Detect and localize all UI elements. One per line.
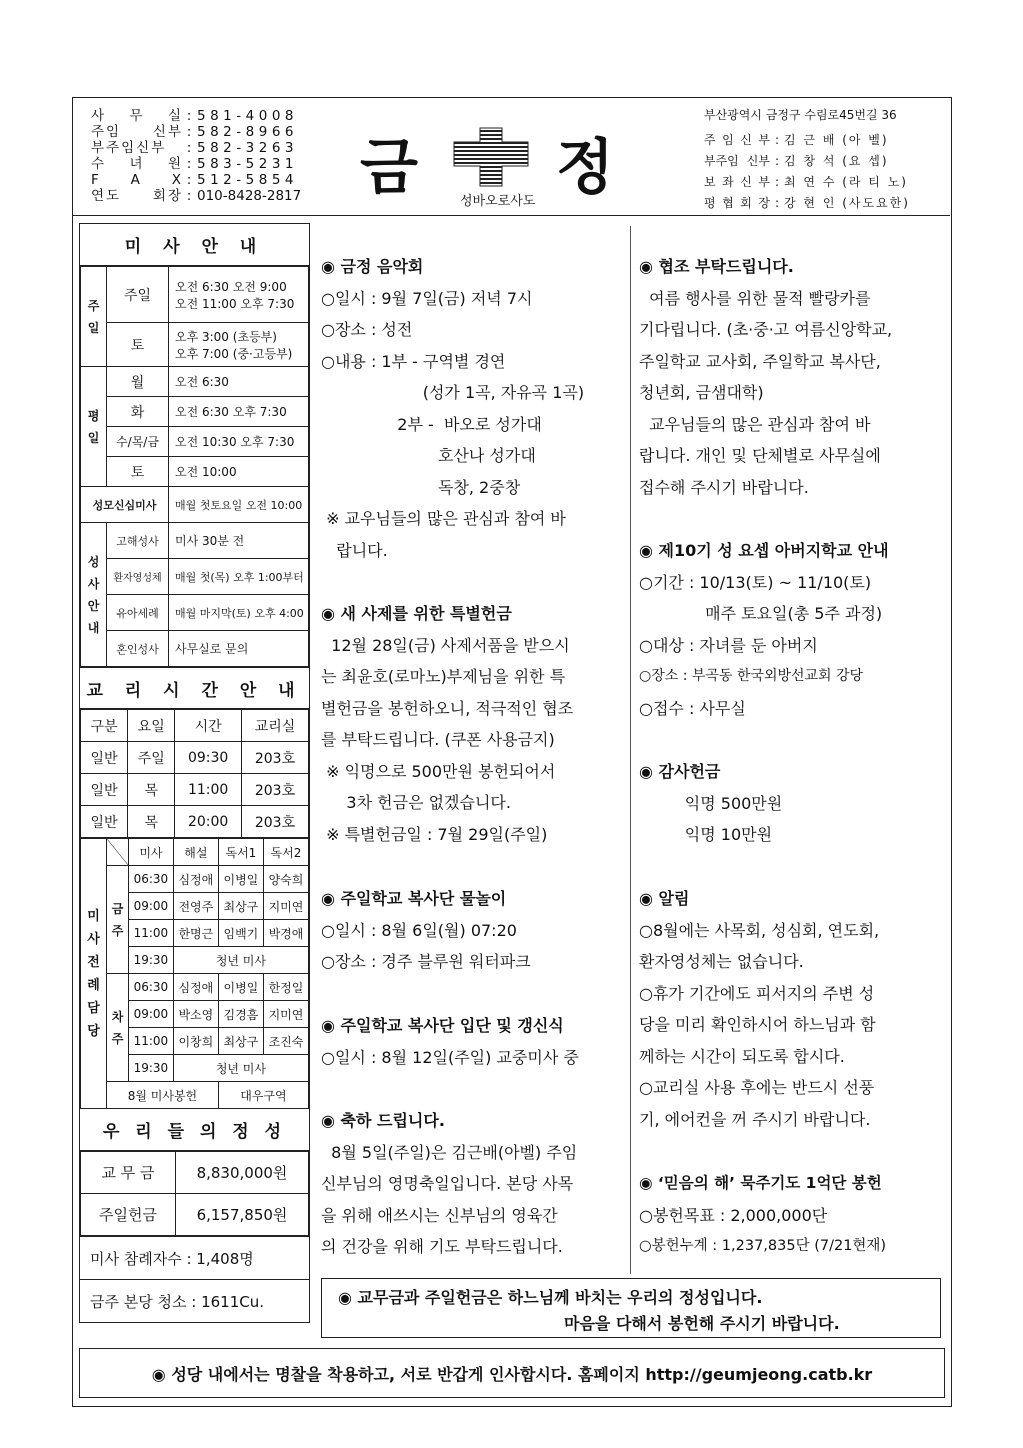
- contact-row: 연도 회장 : 010-8428-2817: [91, 188, 302, 204]
- parish-subtitle: 성바오로사도: [460, 194, 536, 209]
- table-row: 교 무 금 8,830,000원: [81, 1152, 309, 1194]
- sick-communion-time: 매월 첫(목) 오후 1:00부터: [169, 559, 309, 595]
- cross-logo-icon: [452, 126, 530, 188]
- mass-schedule-title: 미 사 안 내: [80, 224, 309, 266]
- contact-row: 부주임신부 : 582-3263: [91, 140, 298, 156]
- contact-list: [91, 108, 301, 204]
- monday-label: 월: [107, 367, 169, 397]
- article-rosary: ◉ ‘믿음의 해’ 묵주기도 1억단 봉헌 ○봉헌목표 : 2,000,000단 ○봉헌누계 : 1,237,835단 (7/21현재): [639, 1174, 887, 1254]
- article-fathers-school: ◉ 제10기 성 요셉 아버지학교 안내 ○기간 : 10/13(토) ~ 11/10(토) 매주 토요일(총 5주 과정) ○대상 : 자녀를 둔 아버지 ○장소 : 부곡동 한국외방선교회 강당 ○접수 : 사무실: [639, 541, 889, 718]
- bulletin-title: [360, 120, 640, 209]
- article-cooperation: ◉ 협조 부탁드립니다. 여름 행사를 위한 물적 빨랑카를 기다립니다. (초·중·고 여름신앙학교, 주일학교 교사회, 주일학교 복사단, 청년회, 금샘대학) 교우님들의 많은 관심과 참여 바 랍니다. 개인 및 단체별로 사무실에 접수해 주시기 바랍니다.: [639, 257, 893, 497]
- contact-row: 사 무 실 : 581-4008: [91, 108, 298, 124]
- column-divider: [630, 226, 631, 1274]
- article-thanks-offering: ◉ 감사헌금 익명 500만원 익명 10만원: [639, 762, 783, 844]
- offering-title: 우 리 들 의 정 성: [80, 1109, 309, 1151]
- parish-address: 부산광역시 금정구 수림로45번길 36: [704, 108, 897, 122]
- infant-baptism-time: 매월 마지막(토) 오후 4:00: [169, 595, 309, 631]
- clergy-list: [704, 130, 910, 214]
- bulletin-page: [72, 97, 952, 1407]
- confession-label: 고해성사: [107, 523, 169, 559]
- article-concert: ◉ 금정 음악회 ○일시 : 9월 7일(금) 저녁 7시 ○장소 : 성전 ○내용 : 1부 - 구역별 경연 (성가 1곡, 자유곡 1곡) 2부 - 바오로 성가대 호산나 성가대 독창, 2중창 ※ 교우님들의 많은 관심과 참여 바 랍니다.: [321, 257, 585, 560]
- table-row: 일반 목 11:00 203호: [81, 774, 309, 806]
- table-row: 11:00 한명근 임백기 박경애: [81, 920, 309, 947]
- duty-group-label: 미 사 전 례 담 당: [81, 839, 107, 1109]
- article-notice: ◉ 알림 ○8월에는 사목회, 성심회, 연도회, 환자영성체는 없습니다. ○휴가 기간에도 피서지의 주변 성 당을 미리 확인하시어 하느님과 함 께하는 시간이 되도록 합시다. ○교리실 사용 후에는 반드시 선풍 기, 에어컨을 꺼 주시기 바랍니다.: [639, 889, 880, 1129]
- tuesday-time: 오전 6:30 오후 7:30: [169, 397, 309, 427]
- sick-communion-label: 환자영성체: [107, 559, 169, 595]
- offering-table: [80, 1151, 309, 1236]
- contact-row: F A X : 512-5854: [91, 172, 298, 188]
- table-row: 11:00 이창희 최상구 조진숙: [81, 1028, 309, 1055]
- clergy-row: 주 임 신 부 : 김 근 배 (아 벨): [704, 133, 889, 147]
- catechism-table: 구분 요일 시간 교리실 일반 주일 09:30 203호 일반 목 11:00 203호 일반 목 20:00 203호: [80, 709, 309, 838]
- table-row: 19:30 청년 미사: [81, 1055, 309, 1082]
- liturgy-duty-table: 미 사 전 례 담 당 미사 해설 독서1 독서2 금주 06:30 심정애 이병일 양숙희 09:00 전영주 최상구 지미연 11:00 한명근 임백기 박경애 19:30 청년 미사 차주 06:30 심정애 이병일 한정일 09:00 박소영 김경흠 지미연 11:00 이창희 최상구 조진숙 19:30 청년 미사 8월 미사봉헌 대우구역: [80, 838, 309, 1109]
- article-water-park: ◉ 주일학교 복사단 물놀이 ○일시 : 8월 6일(월) 07:20 ○장소 : 경주 블루원 워터파크: [321, 889, 531, 971]
- table-row: 09:00 전영주 최상구 지미연: [81, 893, 309, 920]
- contact-row: 주임 신부 : 582-8966: [91, 124, 298, 140]
- sunday-times: 오전 6:30 오전 9:00 오전 11:00 오후 7:30: [169, 267, 309, 323]
- table-row: 주일헌금 6,157,850원: [81, 1194, 309, 1236]
- article-altar-server-ceremony: ◉ 주일학교 복사단 입단 및 갱신식 ○일시 : 8월 12일(주일) 교중미사 중: [321, 1016, 579, 1067]
- left-sidebar: [79, 223, 310, 1323]
- sunday-label: 주일: [107, 267, 169, 323]
- saturday-label: 토: [107, 323, 169, 367]
- offering-notice-box: ◉ 교무금과 주일헌금은 하느님께 바치는 우리의 정성입니다. 마음을 다해서 봉헌해 주시기 바랍니다.: [321, 1278, 941, 1338]
- marriage-label: 혼인성사: [107, 631, 169, 667]
- table-row: 8월 미사봉헌 대우구역: [81, 1082, 309, 1109]
- saturday-times: 오후 3:00 (초등부) 오후 7:00 (중·고등부): [169, 323, 309, 367]
- article-special-offering: ◉ 새 사제를 위한 특별헌금 12월 28일(금) 사제서품을 받으시 는 최윤호(로마노)부제님을 위한 특 별헌금을 봉헌하오니, 적극적인 협조 를 부탁드립니다. (쿠폰 사용금지) ※ 익명으로 500만원 봉헌되어서 3차 헌금은 없겠습니다. ※ 특별헌금일 : 7월 29일(주일): [321, 604, 574, 844]
- wed-thu-fri-time: 오전 10:30 오후 7:30: [169, 427, 309, 457]
- table-row: 09:00 박소영 김경흠 지미연: [81, 1001, 309, 1028]
- table-row: 일반 목 20:00 203호: [81, 806, 309, 838]
- clergy-row: 보 좌 신 부 : 최 연 수 (라 티 노): [704, 175, 908, 189]
- article-congratulations: ◉ 축하 드립니다. 8월 5일(주일)은 김근배(아벨) 주임 신부님의 영명축일입니다. 본당 사목 을 위해 애쓰시는 신부님의 영육간 의 건강을 위해 기도 부탁드립니다.: [321, 1111, 578, 1256]
- clergy-row: 부주임 신부 : 김 창 석 (요 셉): [704, 154, 889, 168]
- confession-time: 미사 30분 전: [169, 523, 309, 559]
- infant-baptism-label: 유아세례: [107, 595, 169, 631]
- mass-schedule-table: [80, 266, 309, 667]
- tuesday-label: 화: [107, 397, 169, 427]
- saturday-morning-time: 오전 10:00: [169, 457, 309, 487]
- diagonal-cell: [107, 839, 129, 866]
- attendance-count: 미사 참례자수 : 1,408명: [80, 1236, 309, 1279]
- table-row: 19:30 청년 미사: [81, 947, 309, 974]
- catechism-title: 교 리 시 간 안 내: [80, 667, 309, 709]
- weekday-group-label: 평 일: [81, 367, 107, 487]
- cleaning-duty: 금주 본당 청소 : 1611Cu.: [80, 1279, 309, 1322]
- sunday-group-label: 주 일: [81, 267, 107, 367]
- monday-time: 오전 6:30: [169, 367, 309, 397]
- title-right-glyph: 정: [556, 133, 614, 203]
- saturday-morning-label: 토: [107, 457, 169, 487]
- table-row: 일반 주일 09:30 203호: [81, 742, 309, 774]
- marian-mass-time: 매월 첫토요일 오전 10:00: [169, 487, 309, 523]
- title-left-glyph: 금: [360, 133, 418, 203]
- table-row: 차주 06:30 심정애 이병일 한정일: [81, 974, 309, 1001]
- sacrament-group-label: 성 사 안 내: [81, 523, 107, 667]
- clergy-row: 평 협 회 장 : 강 현 인 (사도요한): [704, 196, 910, 210]
- wed-thu-fri-label: 수/목/금: [107, 427, 169, 457]
- marian-mass-label: 성모신심미사: [81, 487, 169, 523]
- header: [73, 98, 950, 216]
- table-row: 금주 06:30 심정애 이병일 양숙희: [81, 866, 309, 893]
- footer-notice: ◉ 성당 내에서는 명찰을 착용하고, 서로 반갑게 인사합시다. 홈페이지 http://geumjeong.catb.kr: [79, 1348, 945, 1398]
- marriage-time: 사무실로 문의: [169, 631, 309, 667]
- contact-row: 수 녀 원 : 583-5231: [91, 156, 298, 172]
